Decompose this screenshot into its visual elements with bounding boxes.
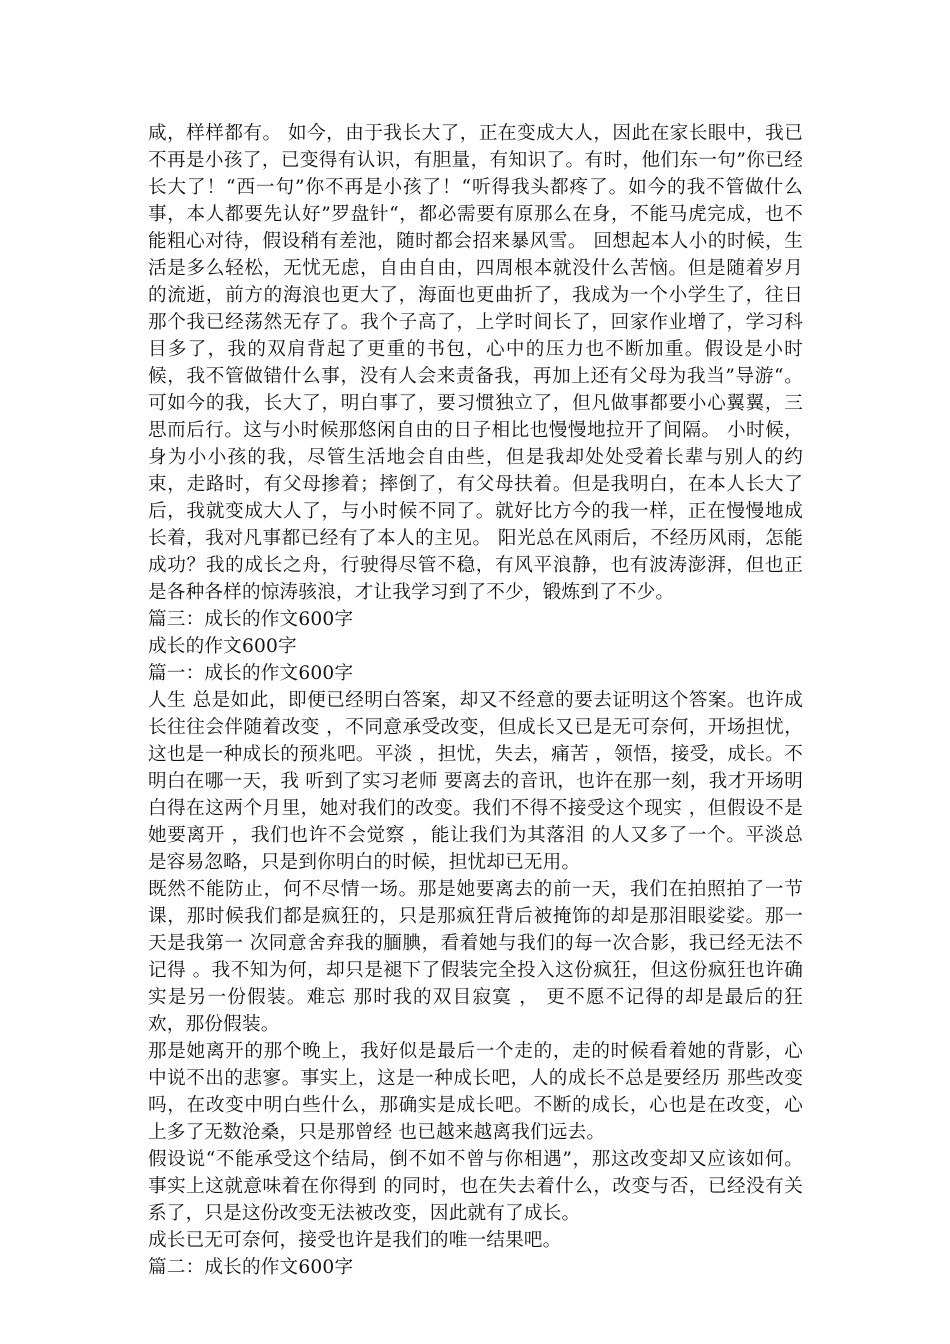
paragraph-4: 假设说“不能承受这个结局，倒不如不曾与你相遇”，那这改变却又应该如何。事实上这就意味着在你得到 的同时，也在失去着什么，改变与否，已经没有关系了，只是这份改变无法被改变，因此就有了成长。 bbox=[148, 1149, 803, 1224]
document-title: 成长的作文600字 bbox=[148, 636, 297, 657]
section-heading-part1: 篇一：成长的作文600字 bbox=[148, 663, 354, 684]
paragraph-3: 那是她离开的那个晚上，我好似是最后一个走的，走的时候看着她的背影，心中说不出的悲寥。事实上，这是一种成长吧，人的成长不总是要经历 那些改变吗，在改变中明白些什么，那确实是成长吧。不断的成长，心也是在改变，心上多了无数沧桑，只是那曾经 也已越来越离我们远去。 bbox=[148, 1041, 803, 1143]
section-heading-part3: 篇三：成长的作文600字 bbox=[148, 609, 354, 630]
document-page bbox=[148, 120, 803, 1281]
section-heading-part2: 篇二：成长的作文600字 bbox=[148, 1257, 354, 1278]
paragraph-1: 人生 总是如此，即便已经明白答案，却又不经意的要去证明这个答案。也许成长往往会伴随着改变 ，不同意承受改变，但成长又已是无可奈何，开场担忧，这也是一种成长的预兆吧。平淡 ，担忧，失去，痛苦 ，领悟，接受，成长。不明白在哪一天，我 听到了实习老师 要离去的音讯，也许在那一刻，我才开场明白得在这两个月里，她对我们的改变。我们不得不接受这个现实 ，但假设不是她要离开 ，我们也许不会觉察 ，能让我们为其落泪 的人又多了一个。平淡总是容易忽略，只是到你明白的时候，担忧却已无用。 bbox=[148, 690, 803, 873]
paragraph-2: 既然不能防止，何不尽情一场。那是她要离去的前一天，我们在拍照拍了一节课，那时候我们都是疯狂的，只是那疯狂背后被掩饰的却是那泪眼娑娑。那一天是我第一 次同意舍弃我的腼腆，看着她与我们的每一次合影，我已经无法不记得 。我不知为何，却只是褪下了假装完全投入这份疯狂，但这份疯狂也许确实是另一份假装。难忘 那时我的双目寂寞 ， 更不愿不记得的却是最后的狂欢，那份假装。 bbox=[148, 879, 803, 1035]
essay-part-paragraph: 咸，样样都有。 如今，由于我长大了，正在变成大人，因此在家长眼中，我已不再是小孩了，已变得有认识，有胆量，有知识了。有时，他们东一句”你已经长大了！“西一句”你不再是小孩了！“听得我头都疼了。如今的我不管做什么事，本人都要先认好”罗盘针“，都必需要有原那么在身，不能马虎完成，也不能粗心对待，假设稍有差池，随时都会招来暴风雪。 回想起本人小的时候，生活是多么轻松，无忧无虑，自由自由，四周根本就没什么苦恼。但是随着岁月的流逝，前方的海浪也更大了，海面也更曲折了，我成为一个小学生了，往日那个我已经荡然无存了。我个子高了，上学时间长了，回家作业增了，学习科目多了，我的双肩背起了更重的书包，心中的压力也不断加重。假设是小时候，我不管做错什么事，没有人会来责备我，再加上还有父母为我当”导游“。可如今的我，长大了，明白事了，要习惯独立了，但凡做事都要小心翼翼，三思而后行。这与小时候那悠闲自由的日子相比也慢慢地拉开了间隔。 小时候，身为小小孩的我，尽管生活地会自由些，但是我却处处受着长辈与别人的约束，走路时，有父母掺着；摔倒了，有父母扶着。但是我明白，在本人长大了后，我就变成大人了，与小时候不同了。就好比方今的我一样，正在慢慢地成长着，我对凡事都已经有了本人的主见。 阳光总在风雨后，不经历风雨，怎能成功？我的成长之舟，行驶得尽管不稳，有风平浪静，也有波涛澎湃，但也正是各种各样的惊涛骇浪，才让我学习到了不少，锻炼到了不少。 bbox=[148, 123, 803, 603]
paragraph-5: 成长已无可奈何，接受也许是我们的唯一结果吧。 bbox=[148, 1230, 562, 1251]
